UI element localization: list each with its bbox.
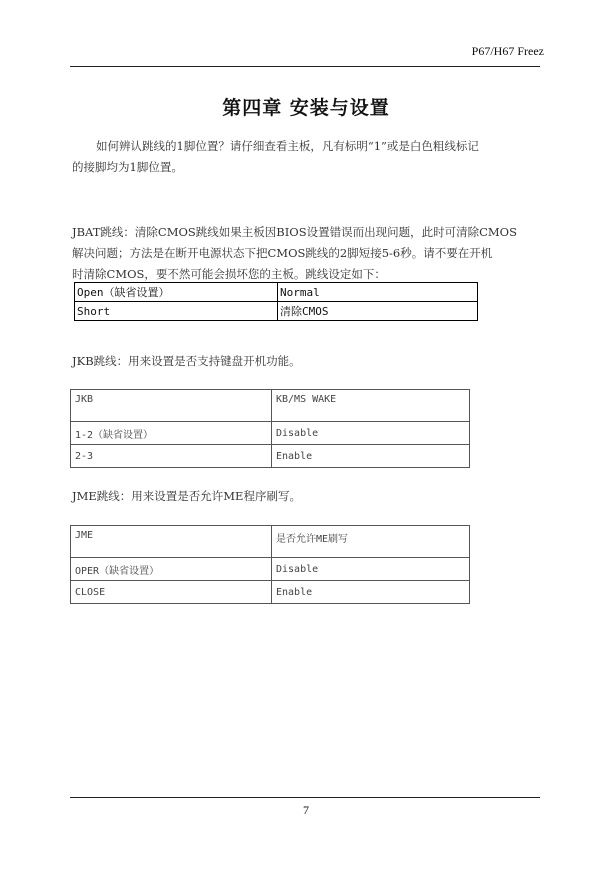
intro-paragraph bbox=[72, 136, 540, 178]
table-cell: Normal bbox=[278, 283, 478, 302]
intro-line-2: 的接脚均为1脚位置。 bbox=[72, 160, 183, 174]
table-cell: CLOSE bbox=[71, 581, 272, 604]
jme-table bbox=[70, 525, 470, 604]
jbat-line-1: JBAT跳线：清除CMOS跳线如果主板因BIOS设置错误而出现问题，此时可清除CMOS bbox=[72, 225, 517, 239]
footer-rule bbox=[70, 797, 540, 798]
jkb-text: JKB跳线：用来设置是否支持键盘开机功能。 bbox=[72, 354, 301, 368]
table-row bbox=[75, 283, 478, 302]
table-row bbox=[71, 445, 470, 468]
table-cell: Open（缺省设置） bbox=[75, 283, 278, 302]
running-header: P67/H67 Freez bbox=[471, 44, 544, 58]
jbat-line-2: 解决问题；方法是在断开电源状态下把CMOS跳线的2脚短接5-6秒。请不要在开机 bbox=[72, 246, 493, 260]
table-row bbox=[71, 581, 470, 604]
table-cell: Disable bbox=[272, 558, 470, 581]
table-cell: Enable bbox=[272, 581, 470, 604]
table-cell: 是否允许ME刷写 bbox=[272, 526, 470, 558]
table-cell: JKB bbox=[71, 390, 272, 422]
jme-text: JME跳线：用来设置是否允许ME程序刷写。 bbox=[72, 489, 301, 503]
table-row bbox=[75, 302, 478, 321]
jbat-table bbox=[74, 282, 478, 321]
table-cell: 1-2（缺省设置） bbox=[71, 422, 272, 445]
jbat-line-3: 时清除CMOS，要不然可能会损坏您的主板。跳线设定如下： bbox=[72, 267, 386, 281]
table-cell: OPER（缺省设置） bbox=[71, 558, 272, 581]
table-row bbox=[71, 422, 470, 445]
jbat-paragraph bbox=[72, 222, 540, 285]
intro-line-1: 如何辨认跳线的1脚位置？请仔细查看主板，凡有标明“1”或是白色粗线标记 bbox=[96, 139, 479, 153]
table-cell: Short bbox=[75, 302, 278, 321]
table-cell: 2-3 bbox=[71, 445, 272, 468]
table-cell: 清除CMOS bbox=[278, 302, 478, 321]
jkb-table bbox=[70, 389, 470, 468]
jkb-paragraph bbox=[72, 351, 540, 372]
table-row bbox=[71, 558, 470, 581]
table-cell: KB/MS WAKE bbox=[272, 390, 470, 422]
jme-paragraph bbox=[72, 486, 540, 507]
chapter-title: 第四章 安装与设置 bbox=[222, 97, 390, 119]
table-cell: Disable bbox=[272, 422, 470, 445]
page-number: 7 bbox=[303, 803, 309, 817]
header-rule bbox=[70, 66, 540, 67]
table-cell: JME bbox=[71, 526, 272, 558]
table-row bbox=[71, 526, 470, 558]
table-cell: Enable bbox=[272, 445, 470, 468]
table-row bbox=[71, 390, 470, 422]
